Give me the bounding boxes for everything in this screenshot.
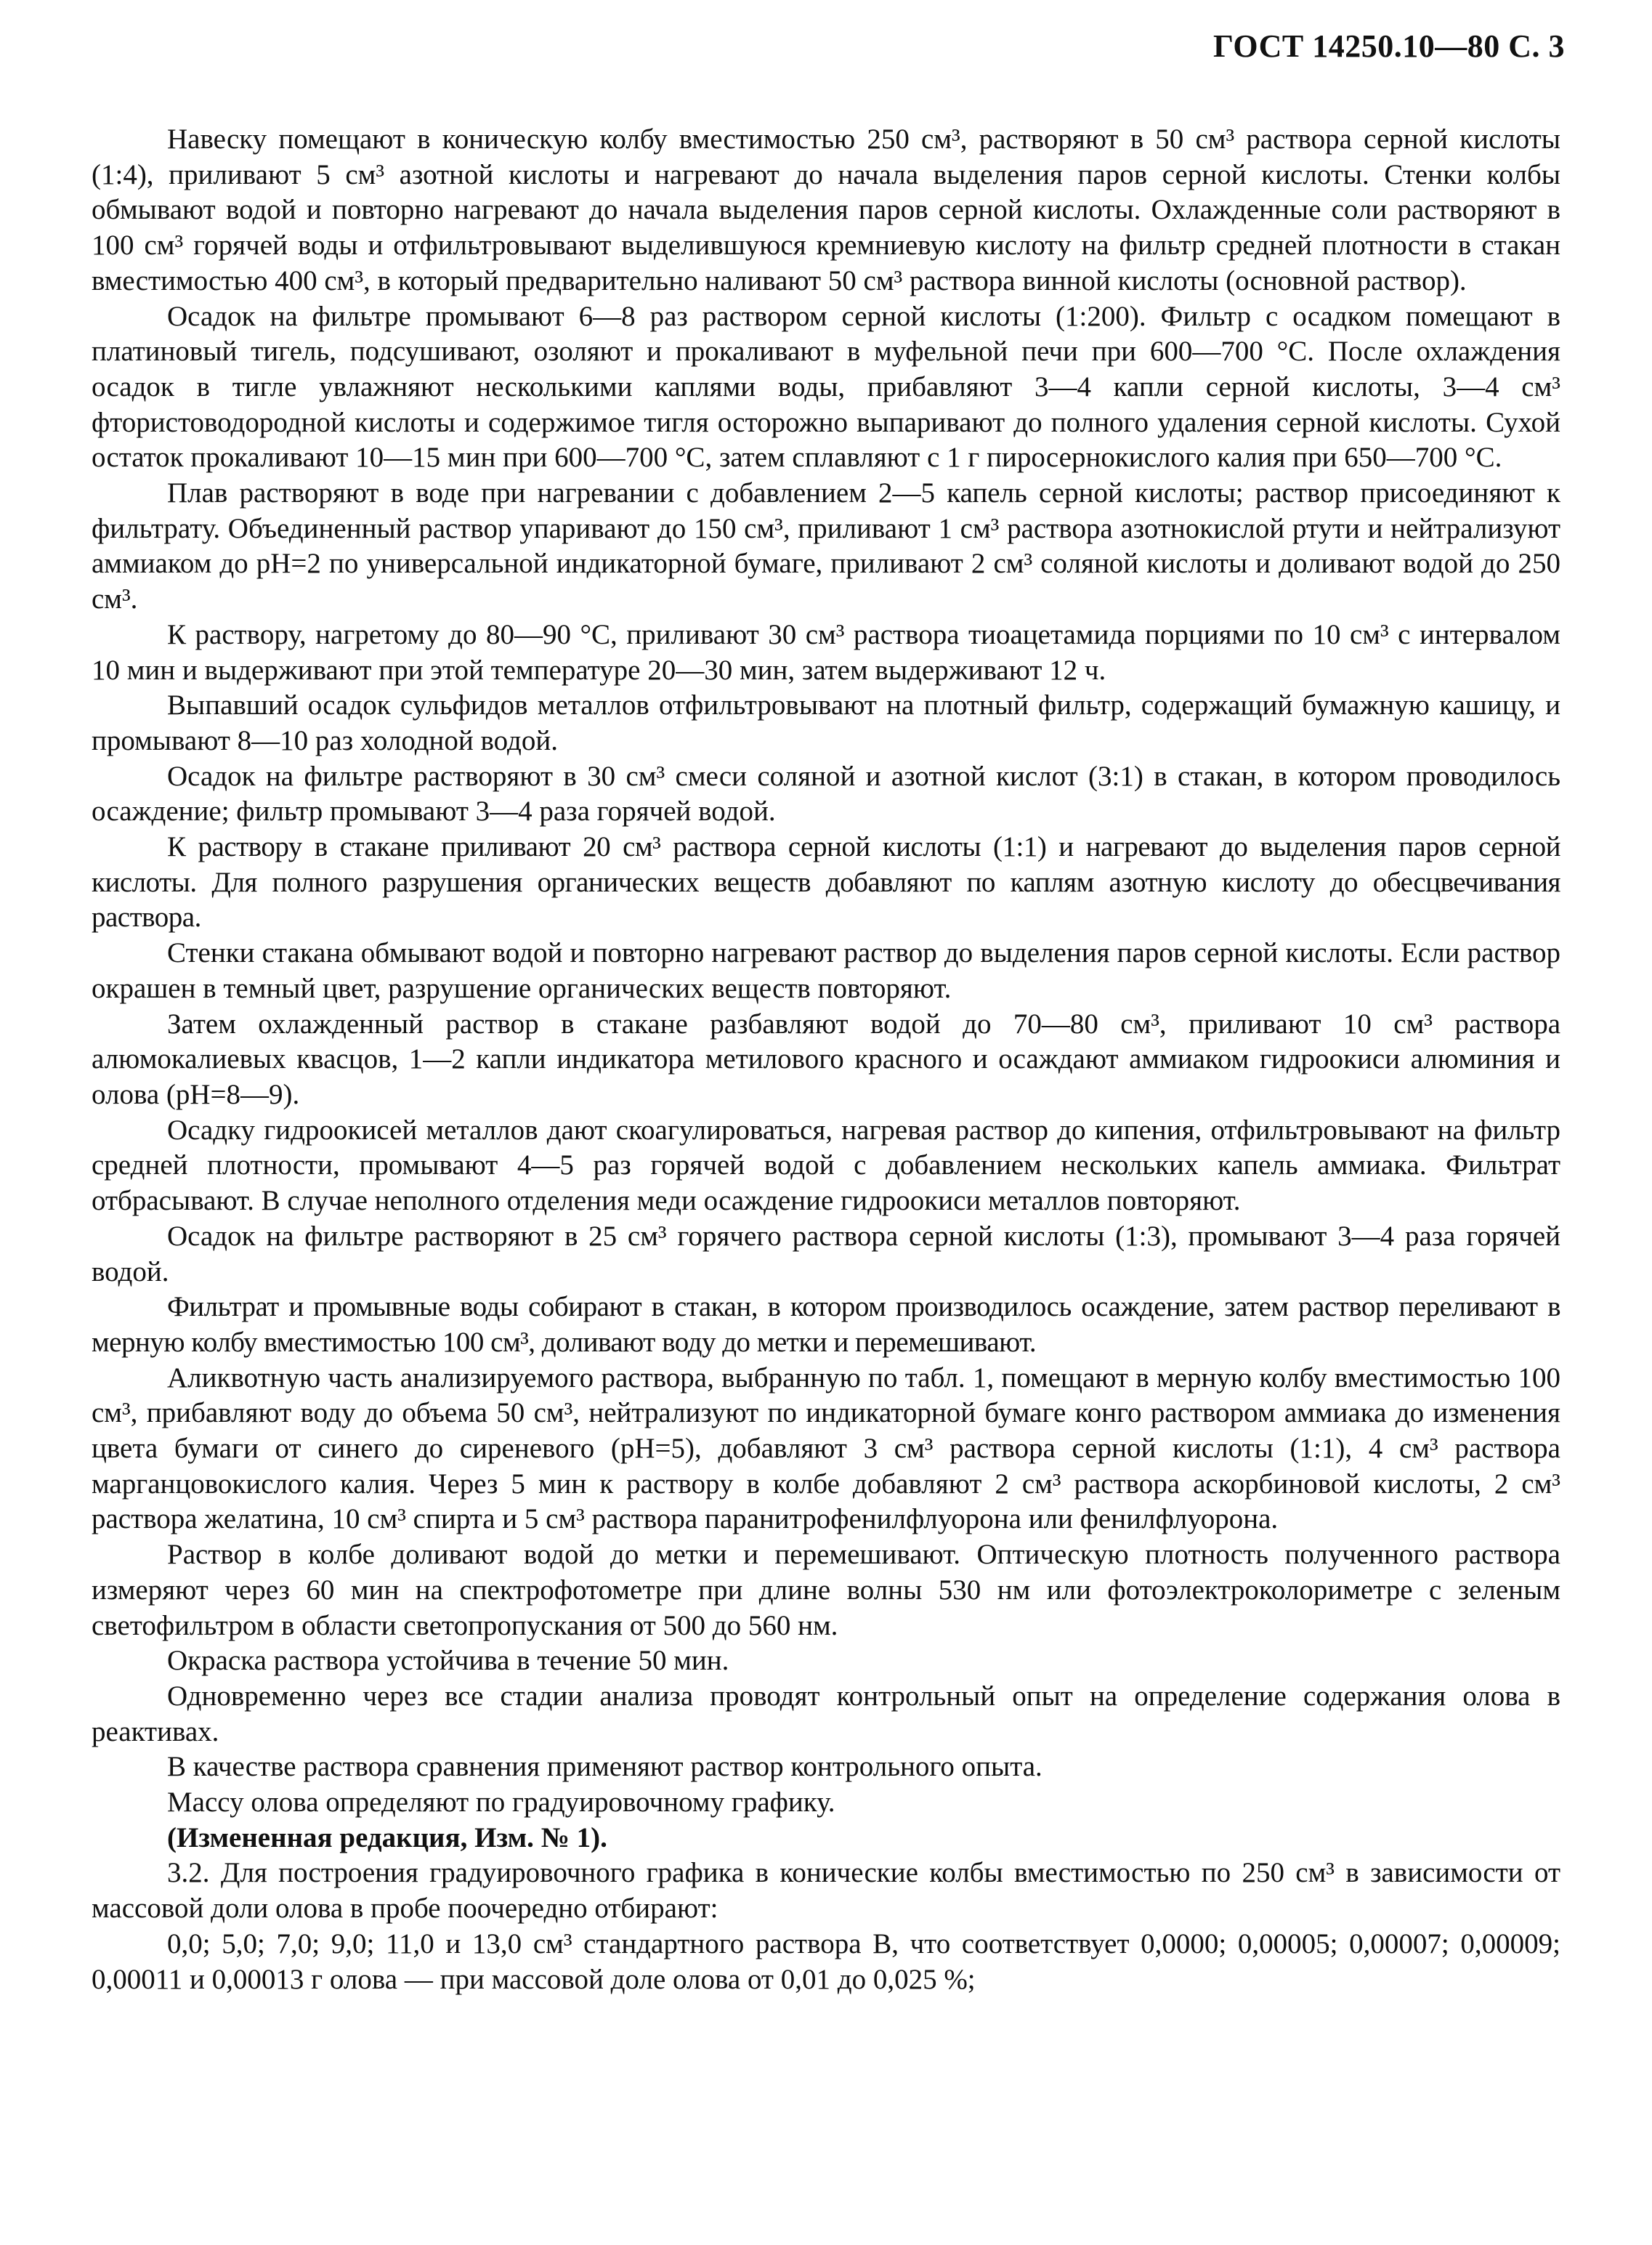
paragraph-thioacetamide: К раствору, нагретому до 80—90 °С, приливают 30 см³ раствора тиоацетамида порциями по 10 см³ с интервалом 10 мин и выдерживают при этой температуре 20—30 мин, затем выдерживают 12 ч. [92, 618, 1560, 686]
paragraph-sulfide-filtering: Выпавший осадок сульфидов металлов отфильтровывают на плотный фильтр, содержащий бумажную кашицу, и промывают 8—10 раз холодной водой. [92, 689, 1560, 756]
paragraph-control-experiment: Одновременно через все стадии анализа проводят контрольный опыт на определение содержания олова в реактивах. [92, 1680, 1560, 1747]
amendment-note: (Измененная редакция, Изм. № 1). [167, 1821, 607, 1853]
section-3-2-intro: 3.2. Для построения градуировочного графика в конические колбы вместимостью по 250 см³ в зависимости от массовой доли олова в пробе поочередно отбирают: [92, 1857, 1560, 1925]
paragraph-organic-destruction: К раствору в стакане приливают 20 см³ раствора серной кислоты (1:1) и нагревают до выделения паров серной кислоты. Для полного разрушения органических веществ добавляют по каплям азотную кислоту до обесцвечивания раствора. [92, 831, 1560, 934]
section-3-2-volumes: 0,0; 5,0; 7,0; 9,0; 11,0 и 13,0 см³ стандартного раствора В, что соответствует 0,0000; 0,00005; 0,00007; 0,00009; 0,00011 и 0,00013 г олова — при массовой доле олова от 0,01 до 0,025 %; [92, 1928, 1560, 1995]
paragraph-color-stability: Окраска раствора устойчива в течение 50 мин. [167, 1645, 729, 1677]
paragraph-alum-precipitation: Затем охлажденный раствор в стакане разбавляют водой до 70—80 см³, приливают 10 см³ раствора алюмокалиевых квасцов, 1—2 капли индикатора метилового красного и осаждают аммиаком гидроокиси алюминия и олова (pH=8—9). [92, 1008, 1560, 1110]
paragraph-sample-dissolution: Навеску помещают в коническую колбу вместимостью 250 см³, растворяют в 50 см³ раствора серной кислоты (1:4), приливают 5 см³ азотной кислоты и нагревают до начала выделения паров серной кислоты. Стенки колбы обмывают водой и повторно нагревают до начала выделения паров серной кислоты. Охлажденные соли растворяют в 100 см³ горячей воды и отфильтровывают выделившуюся кремниевую кислоту на фильтр средней плотности в стакан вместимостью 400 см³, в который предварительно наливают 50 см³ раствора винной кислоты (основной раствор). [92, 124, 1560, 296]
paragraph-aliquot-procedure: Аликвотную часть анализируемого раствора, выбранную по табл. 1, помещают в мерную колбу вместимостью 100 см³, прибавляют воду до объема 50 см³, нейтрализуют по индикаторной бумаге конго раствором аммиака до изменения цвета бумаги от синего до сиреневого (pH=5), добавляют 3 см³ раствора серной кислоты (1:1), 4 см³ раствора марганцовокислого калия. Через 5 мин к раствору в колбе добавляют 2 см³ раствора аскорбиновой кислоты, 2 см³ раствора желатина, 10 см³ спирта и 5 см³ раствора паранитрофенилфлуорона или фенилфлуорона. [92, 1362, 1560, 1535]
paragraph-tin-mass: Массу олова определяют по градуировочному графику. [167, 1787, 835, 1819]
paragraph-acid-mixture: Осадок на фильтре растворяют в 30 см³ смеси соляной и азотной кислот (3:1) в стакан, в котором проводилось осаждение; фильтр промывают 3—4 раза горячей водой. [92, 760, 1560, 828]
paragraph-precipitate-washing: Осадок на фильтре промывают 6—8 раз раствором серной кислоты (1:200). Фильтр с осадком помещают в платиновый тигель, подсушивают, озоляют и прокаливают в муфельной печи при 600—700 °С. После охлаждения осадок в тигле увлажняют несколькими каплями воды, прибавляют 3—4 капли серной кислоты, 3—4 см³ фтористоводородной кислоты и содержимое тигля осторожно выпаривают до полного удаления серной кислоты. Сухой остаток прокаливают 10—15 мин при 600—700 °С, затем сплавляют с 1 г пиросернокислого калия при 650—700 °С. [92, 300, 1560, 474]
running-header: ГОСТ 14250.10—80 С. 3 [1212, 28, 1565, 64]
paragraph-melt-dissolution: Плав растворяют в воде при нагревании с добавлением 2—5 капель серной кислоты; раствор присоединяют к фильтрату. Объединенный раствор упаривают до 150 см³, приливают 1 см³ раствора азотнокислой ртути и нейтрализуют аммиаком до pH=2 по универсальной индикаторной бумаге, приливают 2 см³ соляной кислоты и доливают водой до 250 см³. [92, 477, 1560, 615]
paragraph-beaker-walls: Стенки стакана обмывают водой и повторно нагревают раствор до выделения паров серной кислоты. Если раствор окрашен в темный цвет, разрушение органических веществ повторяют. [92, 937, 1560, 1004]
body-text [92, 122, 1560, 1997]
paragraph-optical-density: Раствор в колбе доливают водой до метки и перемешивают. Оптическую плотность полученного раствора измеряют через 60 мин на спектрофотометре при длине волны 530 нм или фотоэлектроколориметре с зеленым светофильтром в области светопропускания от 500 до 560 нм. [92, 1539, 1560, 1641]
paragraph-hot-acid-dissolution: Осадок на фильтре растворяют в 25 см³ горячего раствора серной кислоты (1:3), промывают 3—4 раза горячей водой. [92, 1220, 1560, 1287]
paragraph-hydroxide-coagulation: Осадку гидроокисей металлов дают скоагулироваться, нагревая раствор до кипения, отфильтровывают на фильтр средней плотности, промывают 4—5 раз горячей водой с добавлением нескольких капель аммиака. Фильтрат отбрасывают. В случае неполного отделения меди осаждение гидроокиси металлов повторяют. [92, 1114, 1560, 1217]
paragraph-filtrate-collection: Фильтрат и промывные воды собирают в стакан, в котором производилось осаждение, затем раствор переливают в мерную колбу вместимостью 100 см³, доливают воду до метки и перемешивают. [92, 1291, 1560, 1358]
paragraph-reference-solution: В качестве раствора сравнения применяют раствор контрольного опыта. [167, 1751, 1042, 1783]
